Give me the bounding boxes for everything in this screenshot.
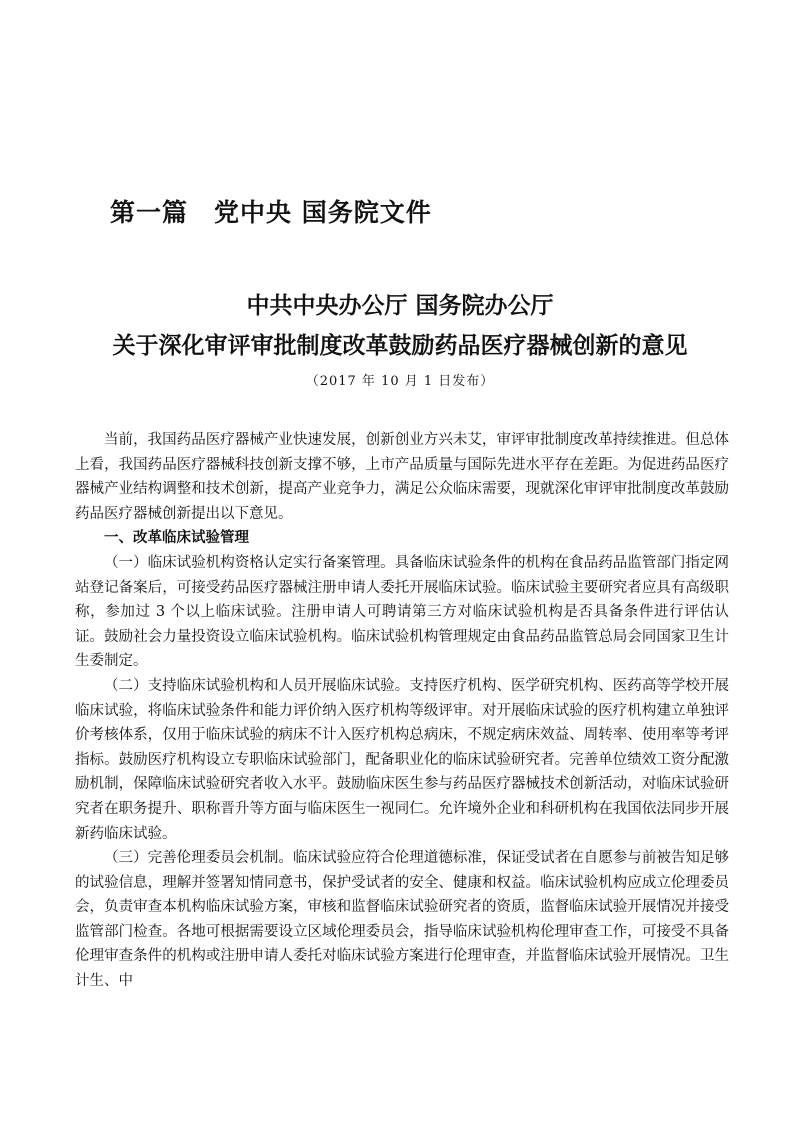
- publish-date: （2017 年 10 月 1 日发布）: [305, 374, 495, 389]
- part-title: 第一篇 党中央 国务院文件: [110, 198, 432, 227]
- clause-paragraph-3: （三）完善伦理委员会机制。临床试验应符合伦理道德标准，保证受试者在自愿参与前被告知足够的试验信息，理解并签署知情同意书，保护受试者的安全、健康和权益。临床试验机构应成立伦理委员会，负责审查本机构临床试验方案，审核和监督临床试验研究者的资质，监督临床试验开展情况并接受监管部门检查。各地可根据需要设立区域伦理委员会，指导临床试验机构伦理审查工作，可接受不具备伦理审查条件的机构或注册申请人委托对临床试验方案进行伦理审查，并监督临床试验开展情况。卫生计生、中: [75, 850, 729, 990]
- clause-paragraph-2: （二）支持临床试验机构和人员开展临床试验。支持医疗机构、医学研究机构、医药高等学校开展临床试验，将临床试验条件和能力评价纳入医疗机构等级评审。对开展临床试验的医疗机构建立单独评价考核体系，仅用于临床试验的病床不计入医疗机构总病床，不规定病床效益、周转率、使用率等考评指标。鼓励医疗机构设立专职临床试验部门，配备职业化的临床试验研究者。完善单位绩效工资分配激励机制，保障临床试验研究者收入水平。鼓励临床医生参与药品医疗器械技术创新活动，对临床试验研究者在职务提升、职称晋升等方面与临床医生一视同仁。允许境外企业和科研机构在我国依法同步开展新药临床试验。: [75, 677, 729, 842]
- document-body: [75, 428, 729, 994]
- clause-paragraph-1: （一）临床试验机构资格认定实行备案管理。具备临床试验条件的机构在食品药品监管部门指定网站登记备案后，可接受药品医疗器械注册申请人委托开展临床试验。临床试验主要研究者应具有高级职称，参加过 3 个以上临床试验。注册申请人可聘请第三方对临床试验机构是否具备条件进行评估认证。鼓励社会力量投资设立临床试验机构。临床试验机构管理规定由食品药品监管总局会同国家卫生计生委制定。: [75, 554, 729, 670]
- intro-paragraph: 当前，我国药品医疗器械产业快速发展，创新创业方兴未艾，审评审批制度改革持续推进。但总体上看，我国药品医疗器械科技创新支撑不够，上市产品质量与国际先进水平存在差距。为促进药品医疗器械产业结构调整和技术创新，提高产业竞争力，满足公众临床需要，现就深化审评审批制度改革鼓励药品医疗器械创新提出以下意见。: [75, 432, 729, 522]
- document-title-line-1: 中共中央办公厅 国务院办公厅: [246, 293, 554, 319]
- section-heading: 一、改革临床试验管理: [104, 530, 249, 547]
- document-title-line-2: 关于深化审评审批制度改革鼓励药品医疗器械创新的意见: [112, 333, 688, 359]
